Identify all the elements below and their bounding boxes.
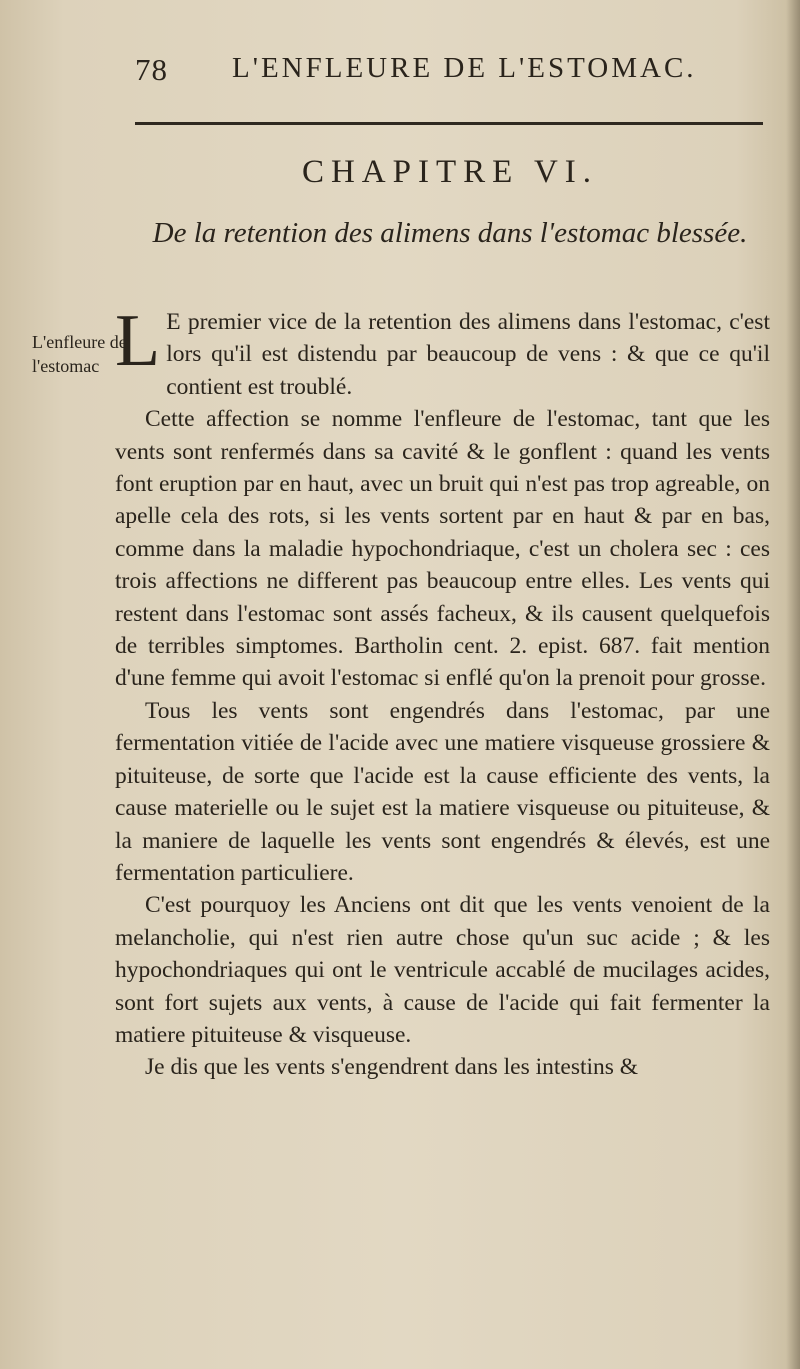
page-edge-shadow xyxy=(786,0,800,1369)
header-rule xyxy=(135,122,763,125)
page-number: 78 xyxy=(135,52,168,87)
paragraph-2: Cette affection se nomme l'enfleure de l'estomac, tant que les vents sont renfermés dans sa cavité & le gonflent : quand les vents font eruption par en haut, avec un bruit qui n'est pas trop agreable, on apelle cela des rots, si les vents sortent par en haut & par en bas, comme dans la maladie hypochondriaque, c'est un cholera sec : ces trois affections ne different pas beaucoup entre elles. Les vents qui restent dans l'estomac sont assés facheux, & ils causent quelquefois de terribles simptomes. Bartholin cent. 2. epist. 687. fait mention d'une femme qui avoit l'estomac si enflé qu'on la prenoit pour grosse. xyxy=(115,406,770,692)
paragraph-5: Je dis que les vents s'engendrent dans les intestins & xyxy=(145,1054,639,1081)
paragraph-4: C'est pourquoy les Anciens ont dit que les vents venoient de la melancholie, qui n'est rien autre chose qu'un suc acide ; & les hypochondriaques qui ont le ventricule accablé de mucilages acides, sont fort sujets aux vents, à cause de l'acide qui fait fermenter la matiere pituiteuse & visqueuse. xyxy=(115,892,770,1048)
paragraph-1 xyxy=(115,300,770,403)
chapter-subtitle: De la retention des alimens dans l'estomac blessée. xyxy=(152,217,748,249)
page-header xyxy=(130,50,770,94)
paragraph-3: Tous les vents sont engendrés dans l'estomac, par une fermentation vitiée de l'acide avec une matiere visqueuse grossiere & pituiteuse, de sorte que l'acide est la cause efficiente des vents, la cause materielle ou le sujet est la matiere visqueuse ou pituiteuse, & la maniere de laquelle les vents sont engendrés & élevés, est une fermentation particuliere. xyxy=(115,697,770,886)
margin-note: L'enfleure de l'estomac xyxy=(32,332,127,376)
chapter-title: CHAPITRE VI. xyxy=(301,154,599,190)
paragraph-1-text: E premier vice de la retention des alimens dans l'estomac, c'est lors qu'il est distendu par beaucoup de vens : & que ce qu'il contient est troublé. xyxy=(166,309,770,400)
drop-cap: L xyxy=(115,300,161,382)
running-head: L'ENFLEURE DE L'ESTOMAC. xyxy=(232,52,697,84)
body-text xyxy=(115,300,770,1084)
